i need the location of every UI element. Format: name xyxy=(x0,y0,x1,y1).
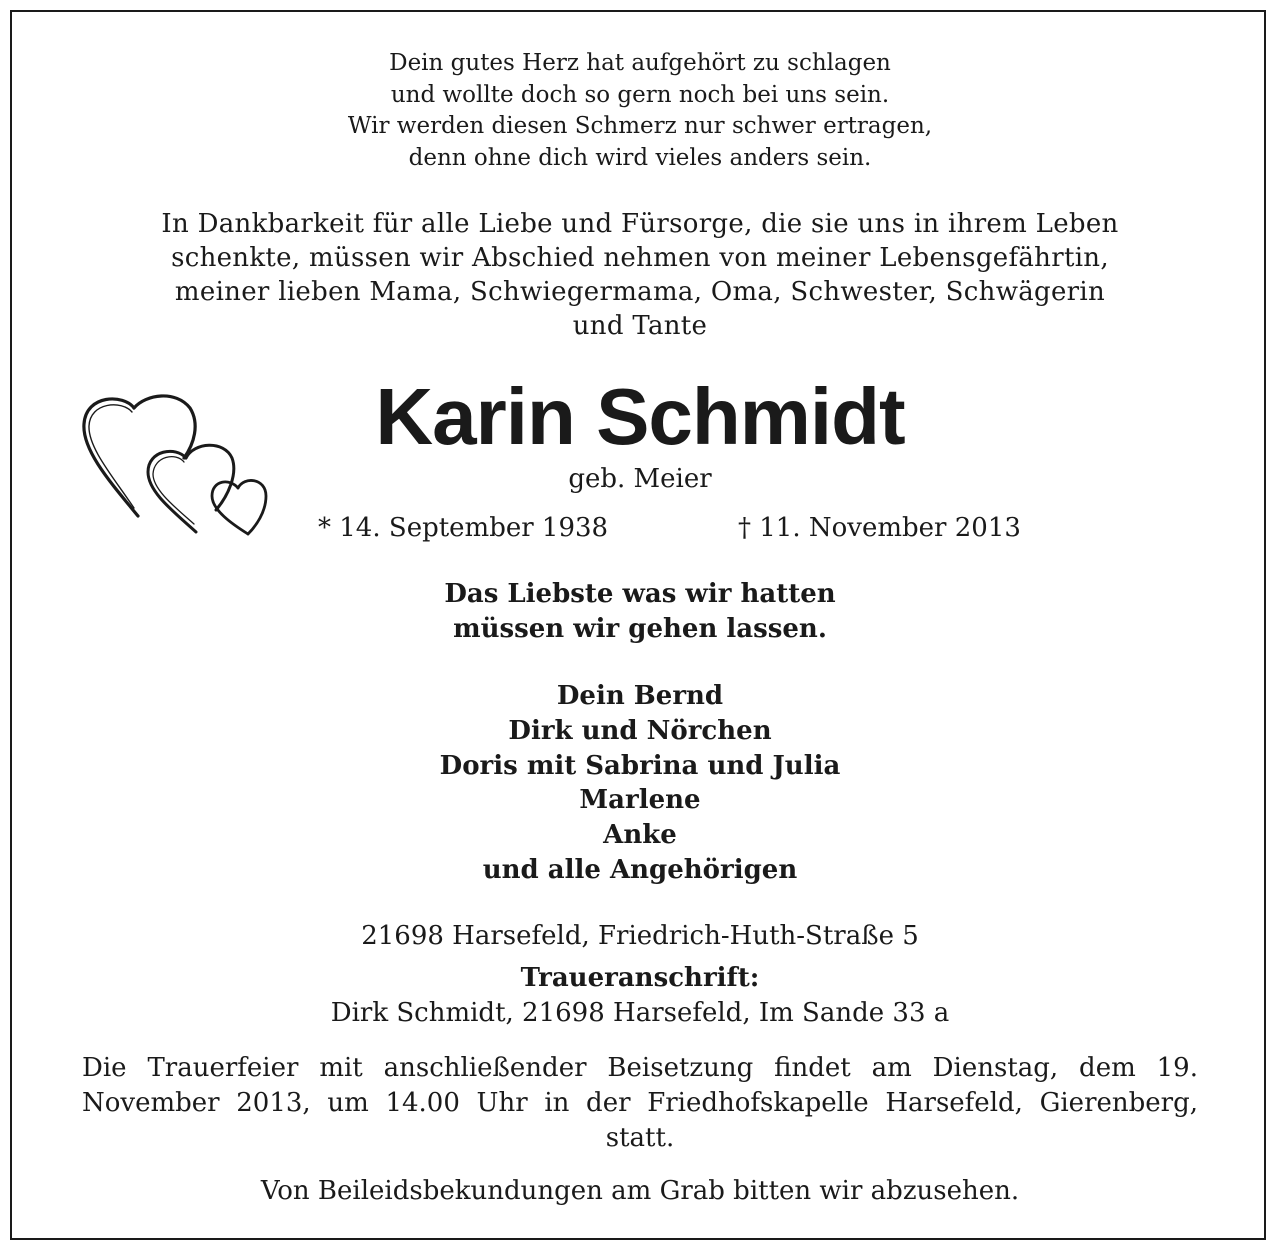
birth-name: geb. Meier xyxy=(568,464,712,494)
death-date: † 11. November 2013 xyxy=(738,513,1021,543)
deceased-name: Karin Schmidt xyxy=(375,372,905,461)
family-member: Doris mit Sabrina und Julia xyxy=(439,750,841,781)
poem-line: Wir werden diesen Schmerz nur schwer ertragen, xyxy=(347,113,933,139)
intro-text xyxy=(0,207,1280,343)
family-member: Marlene xyxy=(579,785,701,816)
poem xyxy=(0,48,1280,174)
poem-line: denn ohne dich wird vieles anders sein. xyxy=(408,144,872,171)
family-member: Anke xyxy=(603,820,677,851)
intro-line: In Dankbarkeit für alle Liebe und Fürsorge, die sie uns in ihrem Leben xyxy=(161,209,1119,239)
poem-line: und wollte doch so gern noch bei uns sein. xyxy=(390,81,890,108)
intro-line: meiner lieben Mama, Schwiegermama, Oma, Schwester, Schwägerin xyxy=(174,277,1106,307)
mourning-address-label: Traueranschrift: xyxy=(520,963,760,993)
motto-line: Das Liebste was wir hatten xyxy=(444,579,836,609)
intro-line: schenkte, müssen wir Abschied nehmen von meiner Lebensgefährtin, xyxy=(171,243,1109,273)
closing-note: Von Beileidsbekundungen am Grab bitten wir abzusehen. xyxy=(260,1176,1020,1206)
birth-date: * 14. September 1938 xyxy=(318,513,609,543)
motto-line: müssen wir gehen lassen. xyxy=(453,614,827,644)
family-list xyxy=(0,679,1280,888)
mourning-address: Dirk Schmidt, 21698 Harsefeld, Im Sande 33 a xyxy=(330,998,950,1028)
family-member: Dirk und Nörchen xyxy=(508,715,772,746)
funeral-notice: Die Trauerfeier mit anschließender Beisetzung findet am Dienstag, dem 19. November 2013, um 14.00 Uhr in der Friedhofskapelle Harsefeld, Gierenberg, statt. xyxy=(82,1053,1198,1153)
motto xyxy=(0,577,1280,647)
family-member: Dein Bernd xyxy=(556,681,724,711)
residence-address: 21698 Harsefeld, Friedrich-Huth-Straße 5 xyxy=(361,921,919,951)
poem-line: Dein gutes Herz hat aufgehört zu schlagen xyxy=(389,50,891,76)
intro-line: und Tante xyxy=(572,311,708,341)
family-member: und alle Angehörigen xyxy=(482,854,798,885)
